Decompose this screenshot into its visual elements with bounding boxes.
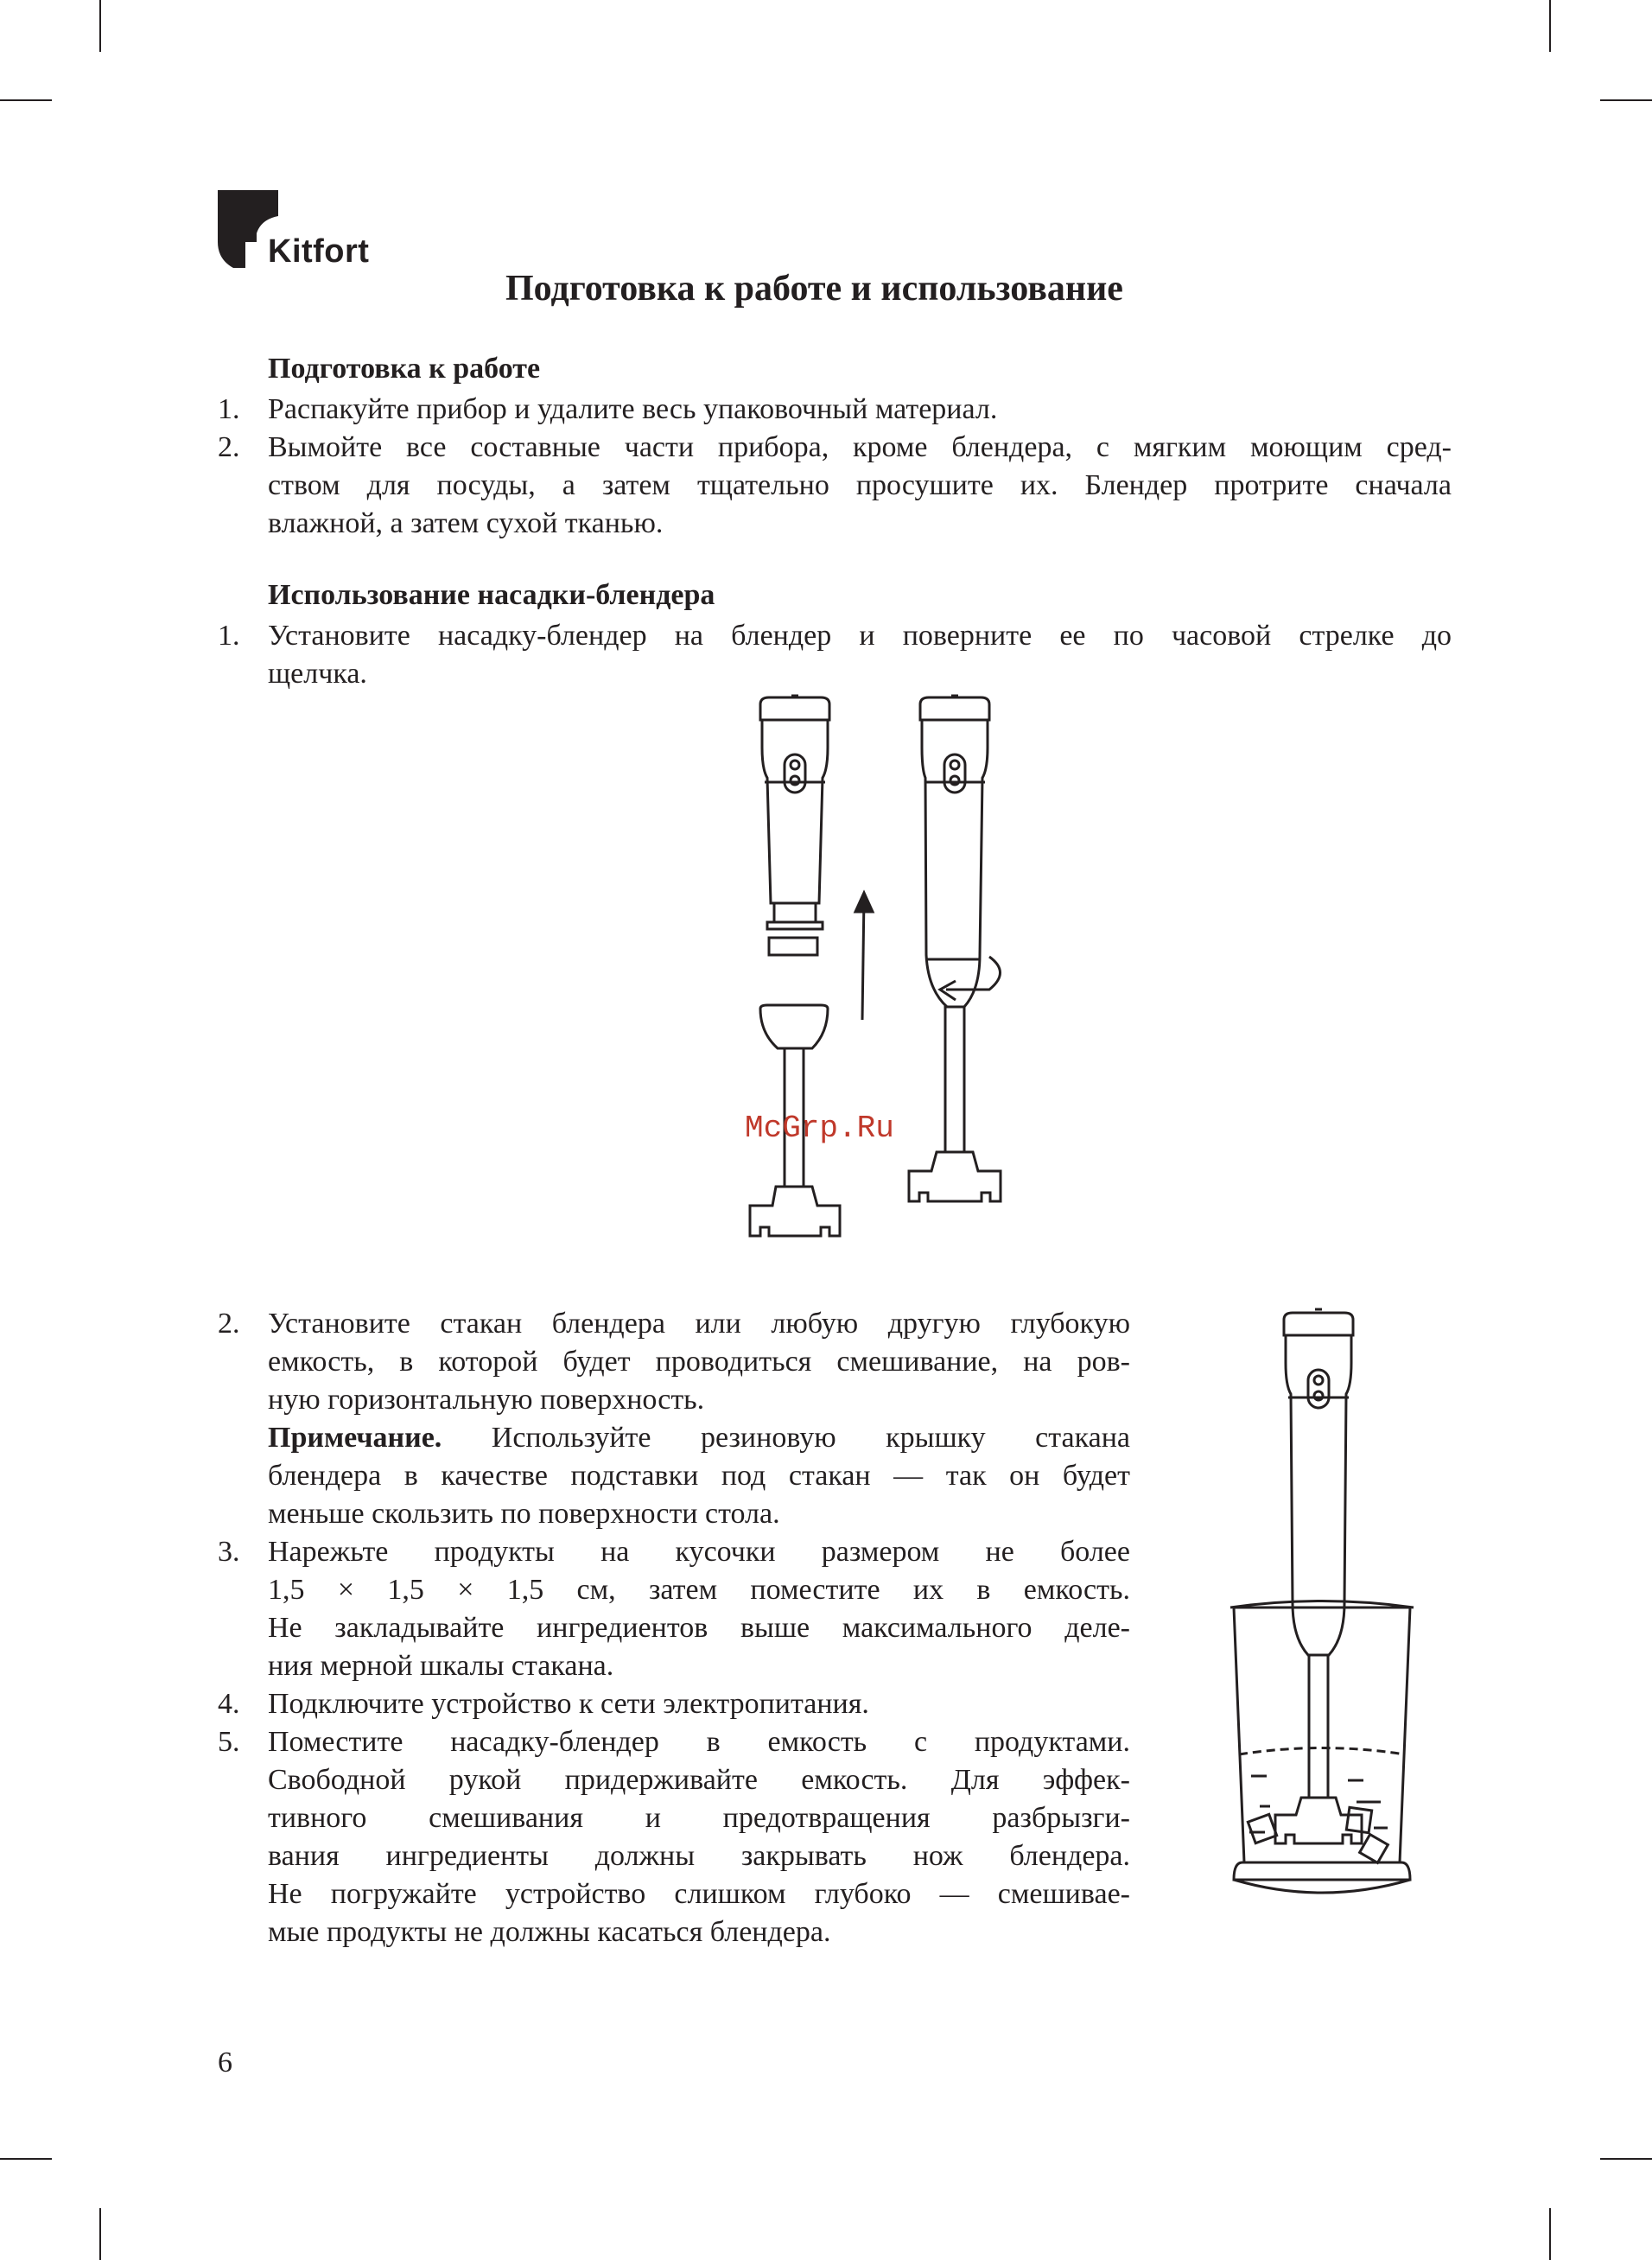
note-label: Примечание. [268,1422,442,1454]
list-item-line: Свободной рукой придерживайте емкость. Для эффек- [268,1764,1130,1796]
crop-mark [0,99,52,101]
section-heading-preparation: Подготовка к работе [268,353,541,385]
list-item-line: Подключите устройство к сети электропитания. [268,1688,869,1720]
list-item-line: Поместите насадку-блендер в емкость с продуктами. [268,1726,1130,1758]
page-number: 6 [218,2047,232,2079]
list-item-line: Распакуйте прибор и удалите весь упаковочный материал. [268,393,998,425]
list-item-line: ную горизонтальную поверхность. [268,1384,705,1416]
brand-name: Kitfort [268,233,370,270]
crop-mark [1549,0,1551,52]
list-item-line: мые продукты не должны касаться блендера. [268,1916,831,1948]
list-item-line: Установите насадку-блендер на блендер и поверните ее по часовой стрелке до [268,620,1452,652]
note-text: Используйте резиновую крышку стакана [491,1422,1130,1454]
list-number: 1. [218,393,240,425]
blender-attach-illustration [743,696,1020,1283]
brand-logo [218,190,391,268]
list-item-line: Вымойте все составные части прибора, кроме блендера, с мягким моющим сред- [268,431,1452,463]
list-item-line: 1,5 × 1,5 × 1,5 см, затем поместите их в емкость. [268,1574,1130,1606]
list-number: 1. [218,620,240,652]
list-item [268,1305,1130,1533]
arrow-up-icon [855,893,873,1020]
list-item [268,391,1452,429]
list-item [268,1685,1130,1723]
list-number: 3. [218,1536,240,1568]
crop-mark [0,2158,52,2160]
list-number: 2. [218,1308,240,1340]
section-heading-usage: Использование насадки-блендера [268,579,715,611]
cup-icon [1230,1601,1414,1894]
list-item-line: Не погружайте устройство слишком глубоко — смешивае- [268,1878,1130,1910]
list-item-line: ния мерной шкалы стакана. [268,1650,614,1682]
list-item-line: Установите стакан блендера или любую другую глубокую [268,1308,1130,1340]
note-first-line [268,1419,1130,1457]
list-item [268,1723,1130,1951]
crop-mark [99,2208,101,2260]
list-item-line: Нарежьте продукты на кусочки размером не более [268,1536,1130,1568]
watermark: McGrp.Ru [745,1111,894,1146]
crop-mark [1600,2158,1652,2160]
list-item [268,617,1452,693]
list-number: 5. [218,1726,240,1758]
page-title: Подготовка к работе и использование [505,269,1123,309]
list-item-line: Не закладывайте ингредиентов выше максимального деле- [268,1612,1130,1644]
list-item-line: тивного смешивания и предотвращения разбрызги- [268,1802,1130,1834]
list-item-line: емкость, в которой будет проводиться смешивание, на ров- [268,1346,1130,1378]
list-item-line: вания ингредиенты должны закрывать нож блендера. [268,1840,1130,1872]
list-item [268,429,1452,543]
blender-icon [1275,1309,1362,1843]
list-item-line: влажной, а затем сухой тканью. [268,507,664,539]
crop-mark [1600,99,1652,101]
blender-in-cup-illustration [1227,1309,1417,1940]
list-item-line: ством для посуды, а затем тщательно просушите их. Блендер протрите сначала [268,469,1452,501]
list-item-line: щелчка. [268,658,367,690]
list-item [268,1533,1130,1685]
crop-mark [1549,2208,1551,2260]
list-number: 4. [218,1688,240,1720]
motor-unit-icon [760,696,829,955]
list-item-line: блендера в качестве подставки под стакан — так он будет [268,1460,1130,1492]
list-item-line: меньше скользить по поверхности стола. [268,1498,780,1530]
crop-mark [99,0,101,52]
assembled-blender-icon [909,696,1001,1201]
list-number: 2. [218,431,240,463]
